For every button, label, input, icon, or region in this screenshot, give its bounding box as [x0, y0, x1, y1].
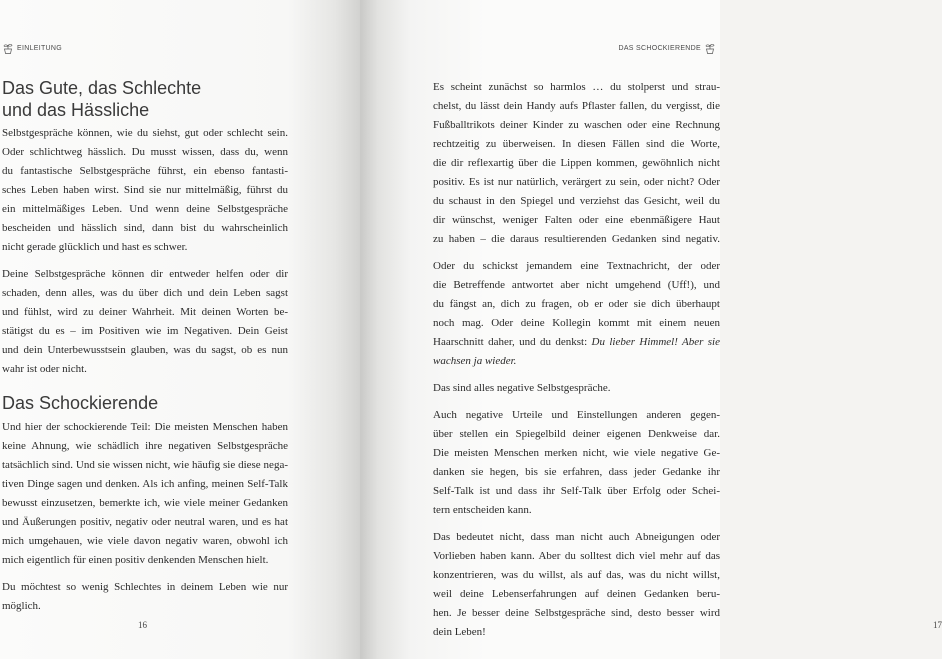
right-running-header	[618, 41, 716, 55]
right-paragraph-2: Oder du schickst jemandem eine Textnachricht, der oder die Betreffende antwortet aber nicht umgehend (Uff!), und du fängst an, dich zu fragen, ob er oder sie dich überhaupt noch mag. Oder deine Kollegin kommt mit einem neuen Haarschnitt daher, und du denkst: Du lieber Himmel! Aber sie wachsen ja wieder.	[433, 260, 720, 367]
right-paragraph-4: Auch negative Urteile und Einstellungen anderen gegen- über stellen ein Spiegelbild deiner eigenen Denkweise dar. Die meisten Menschen merken nicht, wie viele negative Ge- danken sie hegen, bis sie erfahren, dass jeder Gedanke ihr Self-Talk ist und dass ihr Self-Talk über Erfolg oder Schei- tern entscheiden kann.	[433, 409, 720, 516]
left-paragraph-2: Deine Selbstgespräche können dir entweder helfen oder dir schaden, denn alles, was du über dich und dein Leben sagst und fühlst, wird zu deiner Wahrheit. Mit deinen Worten be- stätigst du es – im Positiven wie im Negativen. Dein Geist und dein Unterbewusstsein glauben, was du sagst, ob es nun wahr ist oder nicht.	[2, 268, 288, 375]
left-paragraph-3: Und hier der schockierende Teil: Die meisten Menschen haben keine Ahnung, wie schädlich ihre negativen Selbstgespräche tatsächlich sind. Und sie wissen nicht, wie häufig sie diese nega- tiven Dinge sagen und denken. Als ich anfing, meinen Self-Talk bewusst einzusetzen, bemerkte ich, wie viele meiner Gedanken und Äußerungen positiv, negativ oder neutral waren, und es hat mich umgehauen, wie viele davon negativ waren, obwohl ich mich eigentlich für einen positiv denkenden Menschen hielt.	[2, 421, 288, 566]
left-header-label: EINLEITUNG	[17, 44, 63, 52]
left-paragraph-4: Du möchtest so wenig Schlechtes in deinem Leben wie nur möglich.	[2, 581, 288, 612]
section-title-shocking: Das Schockierende	[2, 393, 159, 413]
left-text-column	[2, 77, 288, 624]
seedling-cup-icon	[704, 42, 716, 55]
right-paragraph-3: Das sind alles negative Selbstgespräche.	[433, 382, 611, 394]
right-header-label: DAS SCHOCKIERENDE	[618, 44, 701, 52]
left-page	[0, 0, 360, 659]
seedling-cup-icon	[2, 42, 14, 55]
right-paragraph-1: Es scheint zunächst so harmlos … du stolperst und strau- chelst, du lässt dein Handy aufs Pflaster fallen, du vergisst, die Fußballtrikots deiner Kinder zu waschen oder eine Rechnung rechtzeitig zu überweisen. In diesen Fällen sind die Worte, die dir reflexartig über die Lippen kommen, gewöhnlich nicht positiv. Es ist nur natürlich, verärgert zu sein, oder nicht? Oder du schaust in den Spiegel und verziehst das Gesicht, weil du dir wünschst, weniger Falten oder eine ebenmäßigere Haut zu haben – die daraus resultierenden Gedanken sind negativ.	[433, 81, 720, 245]
left-paragraph-1: Selbstgespräche können, wie du siehst, gut oder schlecht sein. Oder schlichtweg hässlich. Du musst wissen, dass du, wenn du fantastische Selbstgespräche führst, ein ebenso fantasti- sches Leben haben wirst. Sind sie nur mittelmäßig, führst du ein mittelmäßiges Leben. Und wenn deine Selbstgespräche bescheiden und hässlich sind, dann bist du wahrscheinlich nicht gerade glücklich und hast es schwer.	[2, 127, 288, 253]
right-paragraph-5: Das bedeutet nicht, dass man nicht auch Abneigungen oder Vorlieben haben kann. Aber du solltest dich viel mehr auf das konzentrieren, was du willst, als auf das, was du nicht willst, weil deine Lebenserfahrungen auf deinen Gedanken beru- hen. Je besser deine Selbstgespräche sind, desto besser wird dein Leben!	[433, 531, 720, 638]
right-text-column	[433, 78, 720, 650]
section-title-good-bad-ugly: Das Gute, das Schlechte und das Hässliche	[2, 78, 202, 120]
left-page-number: 16	[138, 620, 147, 630]
right-page-number: 17	[933, 620, 942, 630]
left-running-header	[2, 41, 62, 55]
